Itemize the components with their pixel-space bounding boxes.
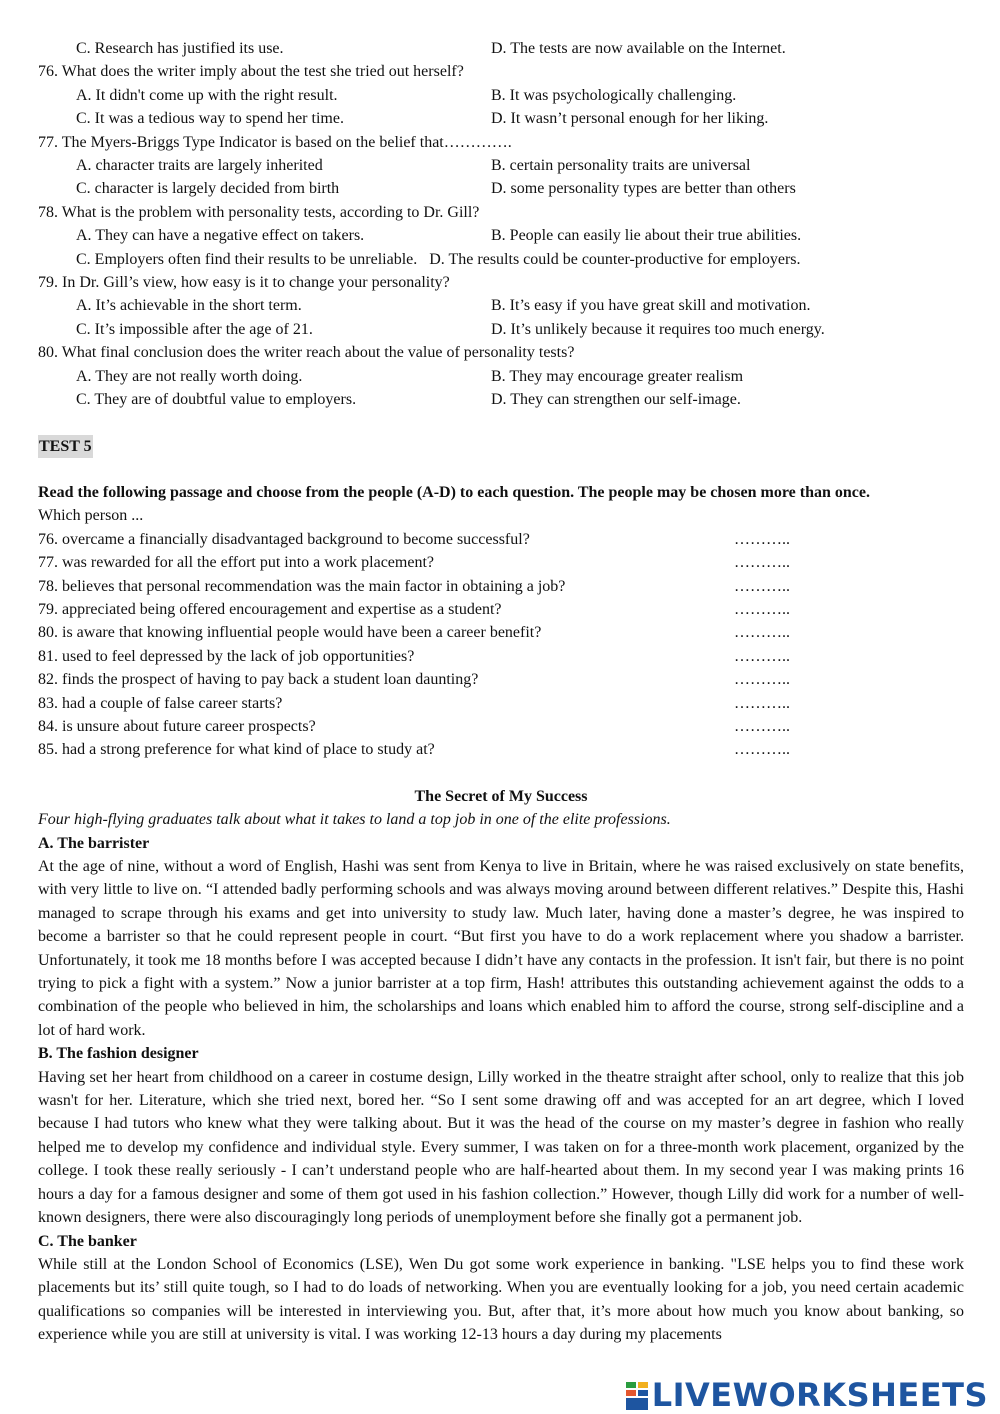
answer-blank[interactable]: ……….. (734, 741, 790, 759)
option-row (38, 84, 964, 107)
answer-blank[interactable]: ……….. (734, 577, 790, 595)
matching-item-text: 78. believes that personal recommendation was the main factor in obtaining a job? (38, 577, 566, 595)
matching-item-text: 77. was rewarded for all the effort put into a work placement? (38, 554, 434, 572)
question-text: 80. What final conclusion does the writer reach about the value of personality tests? (38, 344, 575, 362)
passage-section (38, 1230, 964, 1347)
matching-item (38, 551, 964, 574)
option-row (38, 248, 964, 271)
option-b: B. It’s easy if you have great skill and motivation. (491, 297, 811, 315)
option-a: A. It’s achievable in the short term. (76, 297, 302, 315)
section-heading: B. The fashion designer (38, 1045, 199, 1063)
option-c: C. It was a tedious way to spend her time. (76, 110, 344, 128)
answer-blank[interactable]: ……….. (734, 530, 790, 548)
passage-title: The Secret of My Success (414, 787, 588, 805)
answer-blank[interactable]: ……….. (734, 647, 790, 665)
option-c: C. character is largely decided from birth (76, 180, 340, 198)
option-row (38, 294, 964, 317)
answer-blank[interactable]: ……….. (734, 694, 790, 712)
option-b: B. certain personality traits are universal (491, 157, 751, 175)
q75-options-cd (38, 37, 964, 60)
section-heading: A. The barrister (38, 834, 150, 852)
matching-item (38, 598, 964, 621)
logo-text: LIVEWORKSHEETS (651, 1376, 988, 1414)
matching-item-text: 80. is aware that knowing influential people would have been a career benefit? (38, 624, 542, 642)
passage-subtitle: Four high-flying graduates talk about what it takes to land a top job in one of the elite professions. (38, 811, 671, 829)
option-row (38, 107, 964, 130)
option-a: A. They are not really worth doing. (76, 367, 303, 385)
option-row (38, 388, 964, 411)
matching-item-text: 84. is unsure about future career prospects? (38, 717, 316, 735)
matching-item-text: 79. appreciated being offered encouragement and expertise as a student? (38, 600, 502, 618)
answer-blank[interactable]: ……….. (734, 624, 790, 642)
option-c: C. They are of doubtful value to employers. (76, 391, 357, 409)
matching-item-text: 83. had a couple of false career starts? (38, 694, 283, 712)
which-person-lead: Which person ... (38, 507, 144, 525)
matching-item (38, 528, 964, 551)
matching-item-text: 82. finds the prospect of having to pay back a student loan daunting? (38, 671, 479, 689)
matching-item-text: 85. had a strong preference for what kind of place to study at? (38, 741, 435, 759)
option-c: C. Research has justified its use. (76, 40, 284, 57)
section-text: While still at the London School of Economics (LSE), Wen Du got some work experience in banking. "LSE helps you to find these work placements but its’ still quite tough, so I had to do loads of networking. When you are eventually looking for a job, you need certain academic qualifications so companies will be interested in interviewing you. But, after that, it’s more about how much you know about banking, so experience while you are still at university is vital. I was working 12-13 hours a day during my placements (38, 1255, 964, 1344)
matching-item-text: 76. overcame a financially disadvantaged background to become successful? (38, 530, 530, 548)
option-row (38, 318, 964, 341)
option-a: A. They can have a negative effect on takers. (76, 227, 365, 245)
option-row (38, 224, 964, 247)
option-row (38, 177, 964, 200)
liveworksheets-logo (620, 1376, 988, 1414)
prev-question-block (38, 341, 964, 411)
matching-item-text: 81. used to feel depressed by the lack of job opportunities? (38, 647, 415, 665)
option-d: D. It wasn’t personal enough for her liking. (491, 110, 769, 128)
instructions: Read the following passage and choose from the people (A-D) to each question. The people may be chosen more than once. (38, 483, 870, 501)
option-b: B. They may encourage greater realism (491, 367, 744, 385)
matching-questions (38, 528, 964, 762)
matching-item (38, 668, 964, 691)
option-b: B. It was psychologically challenging. (491, 86, 737, 104)
matching-item (38, 645, 964, 668)
passage-section (38, 1042, 964, 1229)
option-c: C. Employers often find their results to be unreliable. (76, 250, 418, 268)
section-text: Having set her heart from childhood on a career in costume design, Lilly worked in the theatre straight after school, only to realize that this job wasn't for her. Literature, which she tried next, bored her. “So I sent some drawing off and was accepted for an art degree, which I loved because I had tutors who knew what they were talking about. But it was the head of the course on my master’s degree in fashion who really helped me to develop my confidence and individual style. Every summer, I was taken on for a three-month work placement, organized by the college. I took these really seriously - I can’t understand people who are half-hearted about them. In my second year I was making prints 16 hours a day for a famous designer and some of them got used in his fashion collection.” However, though Lilly did work for a number of well-known designers, there were also discouragingly long periods of unemployment before she finally got a permanent job. (38, 1068, 964, 1227)
option-row (38, 154, 964, 177)
answer-blank[interactable]: ……….. (734, 717, 790, 735)
answer-blank[interactable]: ……….. (734, 554, 790, 572)
matching-item (38, 715, 964, 738)
matching-item (38, 621, 964, 644)
matching-item (38, 575, 964, 598)
section-text: At the age of nine, without a word of English, Hashi was sent from Kenya to live in Britain, where he was raised exclusively on state benefits, with very little to live on. “I attended badly performing schools and was always moving around between different relatives.” Despite this, Hashi managed to scrape through his exams and get into university to study law. Much later, having done a master’s degree, he was inspired to become a barrister so that he could represent people in court. “But first you have to do a work replacement where you shadow a barrister. Unfortunately, it took me 18 months before I was accepted because I didn’t have any contacts in the profession. It isn't fair, but there is no point trying to pick a fight with a system.” Now a junior barrister at a top firm, Hash! attributes this outstanding achievement against the odds to a combination of the people who believed in him, the scholarships and loans which enabled him to afford the course, strong self-discipline and a lot of hard work. (38, 858, 964, 1039)
option-b: B. People can easily lie about their true abilities. (491, 227, 802, 245)
option-d: D. They can strengthen our self-image. (491, 391, 741, 409)
option-c: C. It’s impossible after the age of 21. (76, 320, 313, 338)
section-heading: C. The banker (38, 1232, 137, 1250)
prev-question-block (38, 60, 964, 130)
option-a: A. character traits are largely inherited (76, 157, 323, 175)
option-a: A. It didn't come up with the right result. (76, 86, 338, 104)
question-text: 78. What is the problem with personality tests, according to Dr. Gill? (38, 203, 480, 221)
passage-section (38, 832, 964, 1043)
option-d: D. some personality types are better than others (491, 180, 796, 198)
question-text: 79. In Dr. Gill’s view, how easy is it to change your personality? (38, 274, 450, 292)
question-text: 76. What does the writer imply about the test she tried out herself? (38, 63, 464, 81)
prev-question-block (38, 201, 964, 271)
matching-item (38, 692, 964, 715)
option-d: D. The tests are now available on the Internet. (491, 40, 786, 57)
answer-blank[interactable]: ……….. (734, 600, 790, 618)
liveworksheets-mark-icon (626, 1382, 648, 1410)
worksheet-page (38, 37, 964, 1347)
matching-item (38, 738, 964, 761)
option-d: D. The results could be counter-productive for employers. (429, 250, 801, 268)
answer-blank[interactable]: ……….. (734, 671, 790, 689)
prev-question-block (38, 271, 964, 341)
option-row (38, 365, 964, 388)
test-label: TEST 5 (38, 435, 93, 458)
prev-question-block (38, 131, 964, 201)
option-d: D. It’s unlikely because it requires too much energy. (491, 320, 825, 338)
question-text: 77. The Myers-Briggs Type Indicator is based on the belief that…………. (38, 133, 512, 151)
